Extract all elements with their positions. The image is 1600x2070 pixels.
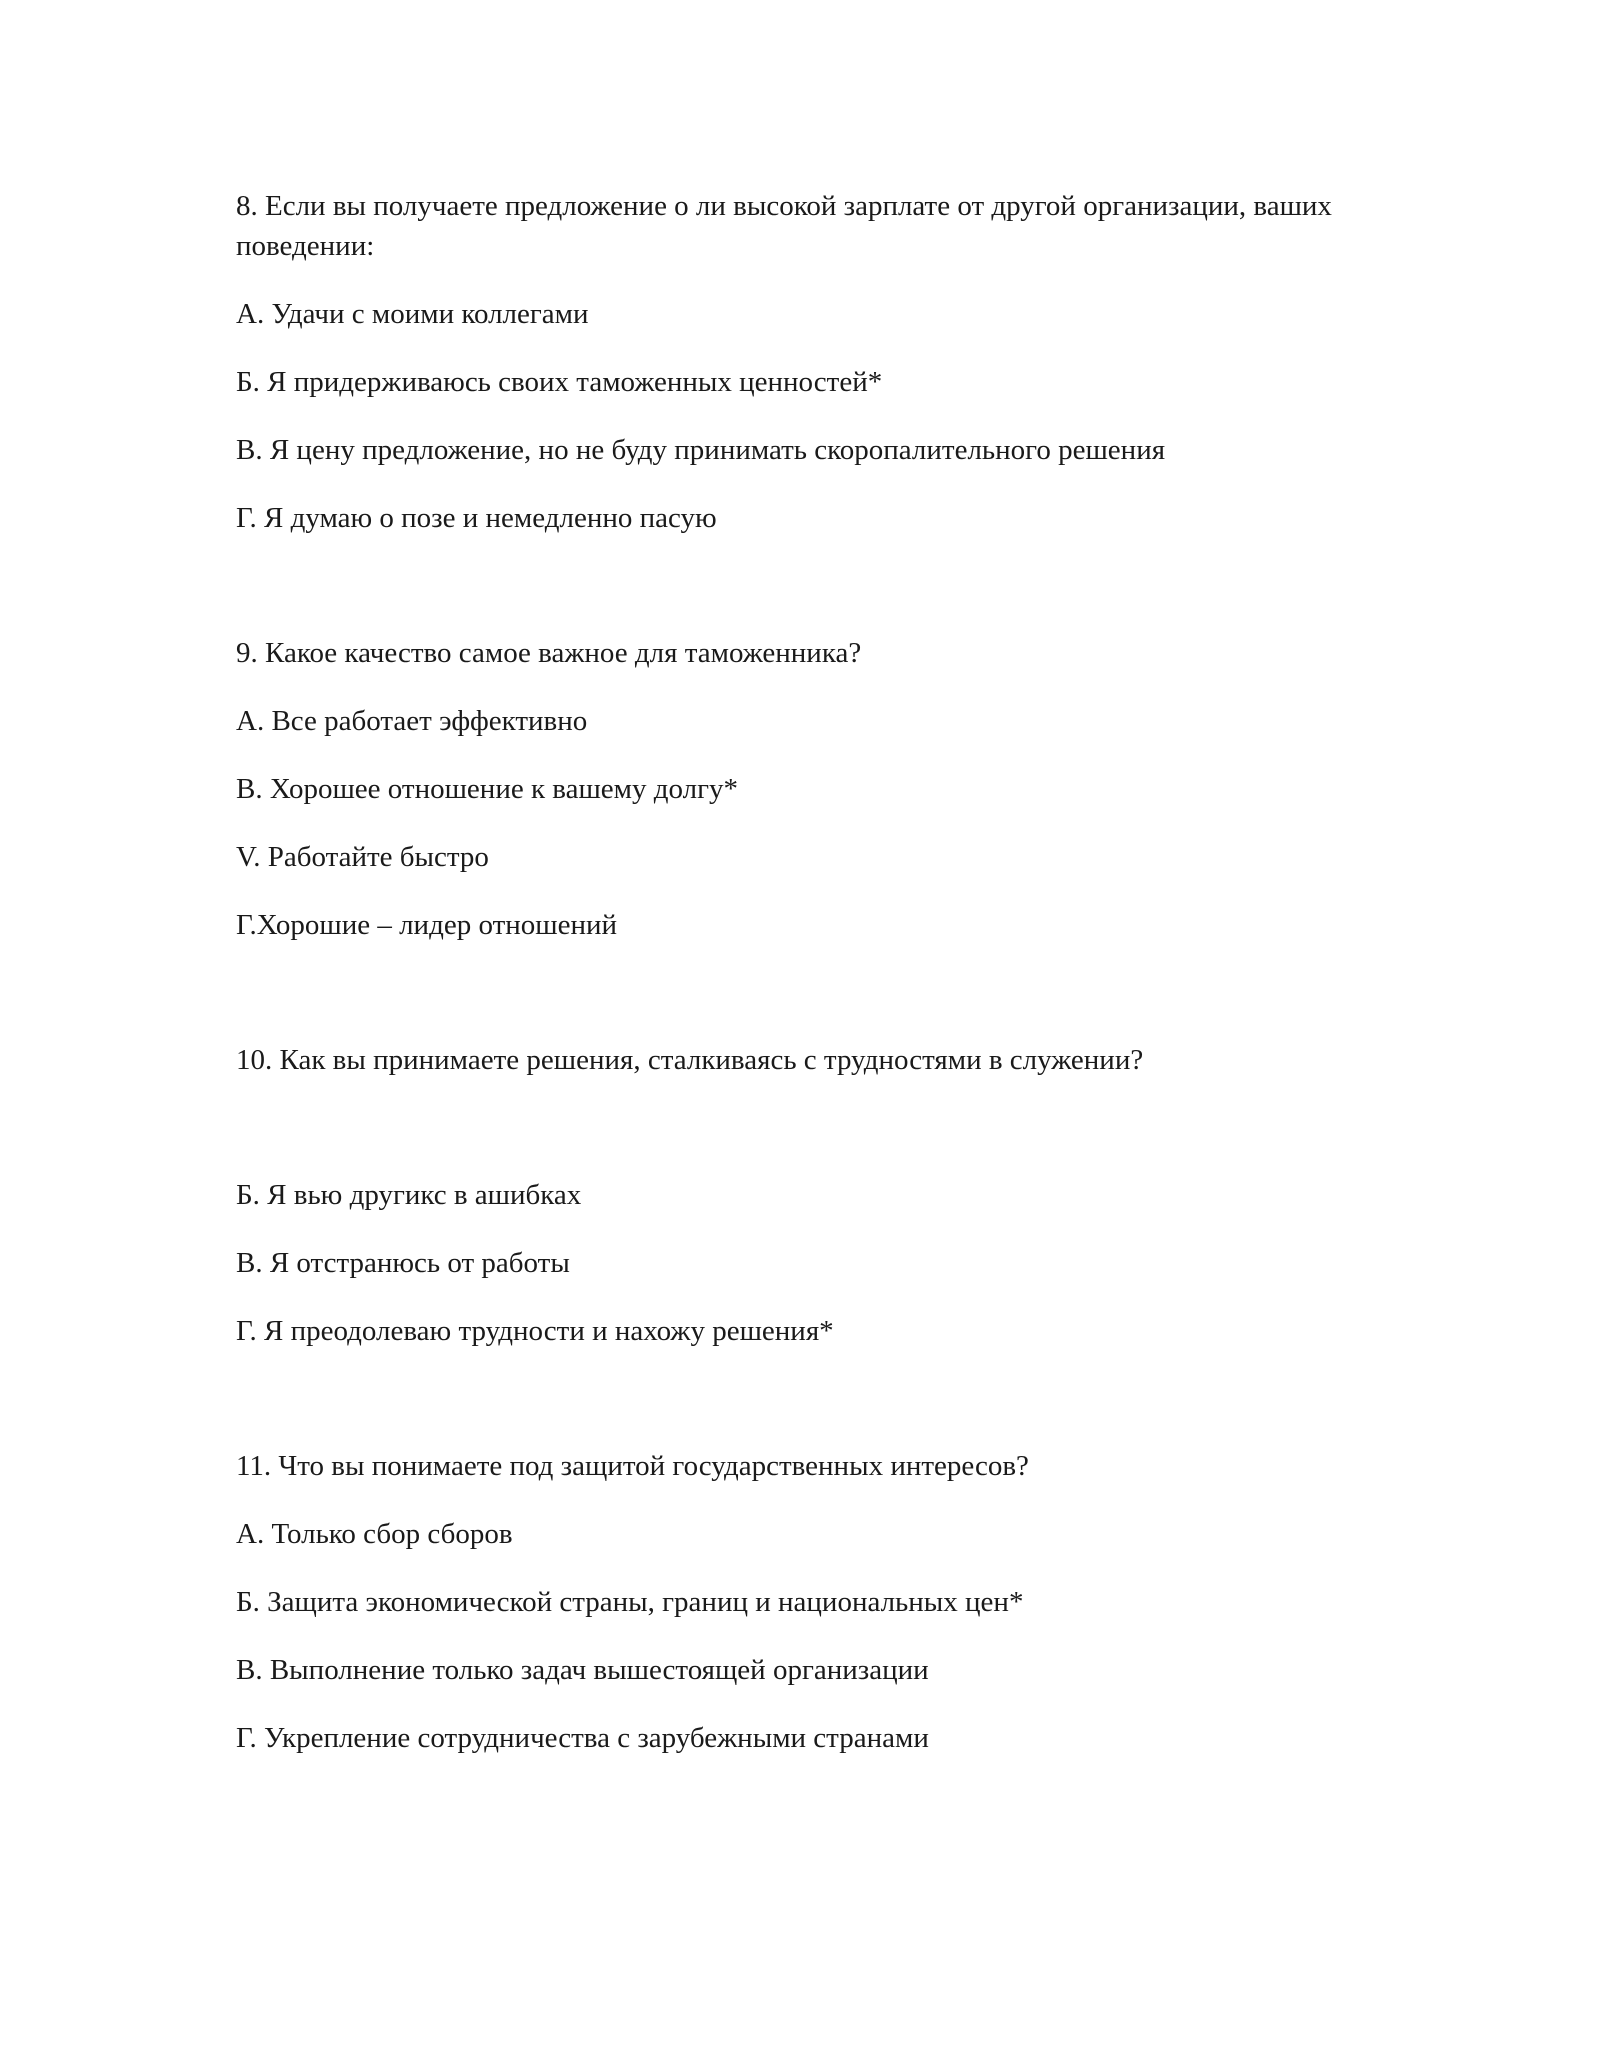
answer-option: А. Только сбор сборов: [236, 1518, 513, 1550]
question-block-8: [236, 186, 1386, 538]
question-text: 10. Как вы принимаете решения, сталкиваясь с трудностями в служении?: [236, 1044, 1144, 1076]
spacer: [236, 1379, 1386, 1446]
answer-option: Г. Укрепление сотрудничества с зарубежными странами: [236, 1722, 929, 1754]
answer-option: А. Все работает эффективно: [236, 705, 588, 737]
question-text: 11. Что вы понимаете под защитой государственных интересов?: [236, 1450, 1029, 1482]
answer-option: В. Выполнение только задач вышестоящей организации: [236, 1654, 929, 1686]
question-text: 9. Какое качество самое важное для таможенника?: [236, 637, 862, 669]
spacer: [236, 1108, 1386, 1175]
answer-option: В. Хорошее отношение к вашему долгу*: [236, 773, 739, 805]
answer-option: V. Работайте быстро: [236, 841, 489, 873]
question-block-10: [236, 1040, 1386, 1351]
spacer: [236, 566, 1386, 633]
question-block-9: [236, 633, 1386, 945]
answer-option: В. Я цену предложение, но не буду принимать скоропалительного решения: [236, 434, 1166, 466]
answer-option: Г.Хорошие – лидер отношений: [236, 909, 618, 941]
answer-option: Б. Я придерживаюсь своих таможенных ценностей*: [236, 366, 883, 398]
answer-option: А. Удачи с моими коллегами: [236, 298, 589, 330]
answer-option: Г. Я преодолеваю трудности и нахожу решения*: [236, 1315, 834, 1347]
answer-option: Б. Я вью другикс в ашибках: [236, 1179, 582, 1211]
question-block-11: [236, 1446, 1386, 1758]
answer-option: В. Я отстранюсь от работы: [236, 1247, 570, 1279]
answer-option: Б. Защита экономической страны, границ и национальных цен*: [236, 1586, 1024, 1618]
question-text: 8. Если вы получаете предложение о ли высокой зарплате от другой организации, ваших поведении:: [236, 190, 1332, 262]
answer-option: Г. Я думаю о позе и немедленно пасую: [236, 502, 717, 534]
spacer: [236, 973, 1386, 1040]
question-list: [236, 186, 1386, 1786]
